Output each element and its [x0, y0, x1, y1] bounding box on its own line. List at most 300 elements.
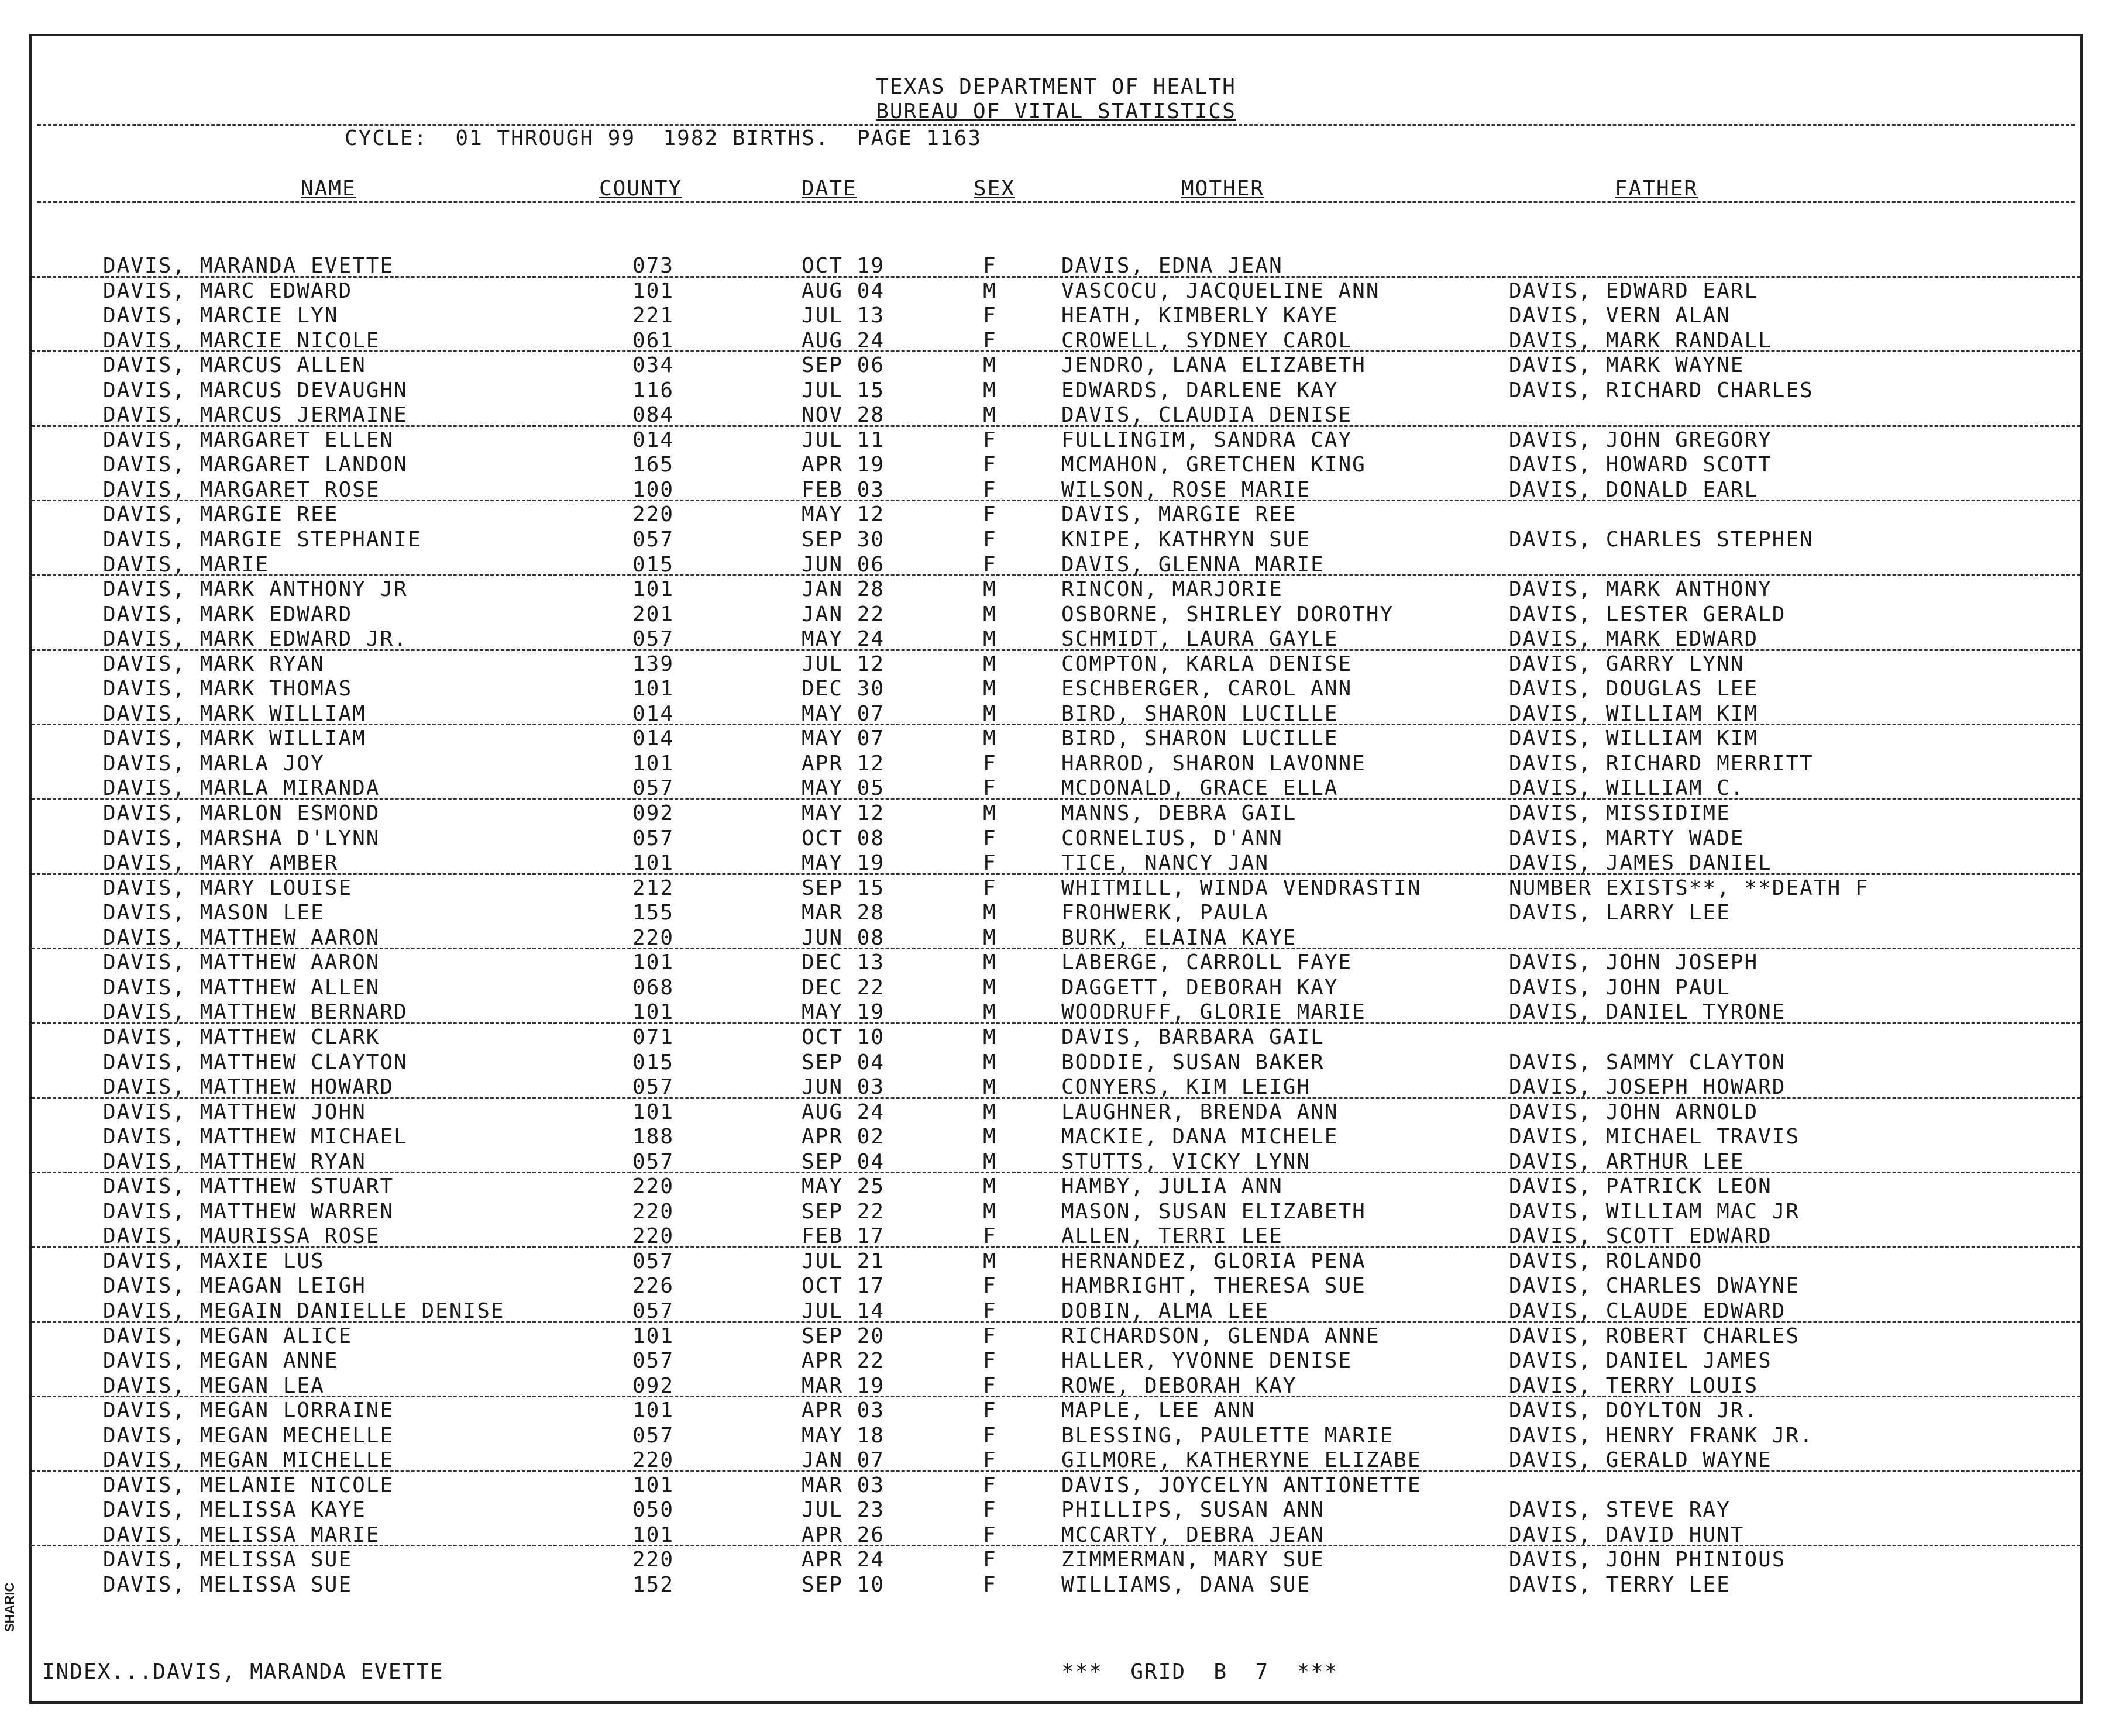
- record-sex: M: [983, 677, 997, 701]
- record-name: DAVIS, MATTHEW MICHAEL: [103, 1125, 408, 1149]
- record-sex: F: [983, 826, 997, 850]
- record-name: DAVIS, MARK RYAN: [103, 652, 325, 676]
- record-sex: F: [983, 1349, 997, 1373]
- record-row: [32, 452, 2080, 477]
- record-father: DAVIS, WILLIAM KIM: [1509, 701, 1759, 726]
- record-date: MAY 18: [802, 1423, 885, 1448]
- record-date: JUL 13: [802, 304, 885, 328]
- record-date: FEB 03: [802, 477, 885, 502]
- record-name: DAVIS, MATTHEW RYAN: [103, 1149, 366, 1174]
- record-date: MAY 19: [802, 1000, 885, 1025]
- record-county: 188: [632, 1125, 675, 1149]
- record-county: 101: [632, 1399, 675, 1423]
- record-sex: M: [983, 726, 997, 751]
- record-mother: HARROD, SHARON LAVONNE: [1061, 751, 1366, 776]
- record-date: JUL 23: [802, 1498, 885, 1523]
- record-sex: M: [983, 1050, 997, 1074]
- record-row: [32, 725, 2080, 750]
- record-sex: M: [983, 975, 997, 1000]
- record-sex: M: [983, 1249, 997, 1273]
- record-date: JAN 28: [802, 577, 885, 602]
- record-father: DAVIS, RICHARD CHARLES: [1509, 378, 1814, 402]
- record-name: DAVIS, MATTHEW JOHN: [103, 1100, 366, 1124]
- record-date: FEB 17: [802, 1224, 885, 1249]
- record-name: DAVIS, MARCIE LYN: [103, 304, 339, 328]
- record-sex: M: [983, 1149, 997, 1174]
- record-father: DAVIS, WILLIAM C.: [1509, 776, 1745, 801]
- record-mother: HEATH, KIMBERLY KAYE: [1061, 304, 1339, 328]
- record-date: SEP 04: [802, 1050, 885, 1074]
- record-date: JUN 03: [802, 1075, 885, 1100]
- record-county: 015: [632, 1050, 675, 1074]
- record-county: 220: [632, 1199, 675, 1224]
- document-page: [29, 34, 2083, 1704]
- record-name: DAVIS, MATTHEW STUART: [103, 1174, 394, 1199]
- record-mother: BIRD, SHARON LUCILLE: [1061, 726, 1339, 751]
- record-father: DAVIS, MARK EDWARD: [1509, 627, 1759, 652]
- record-date: APR 02: [802, 1125, 885, 1149]
- record-mother: BLESSING, PAULETTE MARIE: [1061, 1423, 1394, 1448]
- record-county: 015: [632, 552, 675, 577]
- record-date: DEC 22: [802, 975, 885, 1000]
- record-father: DAVIS, MARTY WADE: [1509, 826, 1745, 850]
- record-date: MAR 19: [802, 1373, 885, 1398]
- record-mother: WILSON, ROSE MARIE: [1061, 477, 1311, 502]
- record-row: [32, 925, 2080, 950]
- record-sex: M: [983, 577, 997, 602]
- record-county: 057: [632, 1349, 675, 1373]
- record-mother: DAVIS, GLENNA MARIE: [1061, 552, 1325, 577]
- record-sex: M: [983, 1199, 997, 1224]
- record-mother: FULLINGIM, SANDRA CAY: [1061, 428, 1353, 452]
- record-sex: M: [983, 278, 997, 303]
- record-county: 068: [632, 975, 675, 1000]
- record-name: DAVIS, MATTHEW BERNARD: [103, 1000, 408, 1025]
- record-county: 220: [632, 925, 675, 950]
- header-divider: [37, 124, 2075, 126]
- record-county: 050: [632, 1498, 675, 1523]
- record-county: 101: [632, 1100, 675, 1124]
- record-mother: ZIMMERMAN, MARY SUE: [1061, 1548, 1325, 1572]
- record-name: DAVIS, MARK ANTHONY JR: [103, 577, 408, 602]
- record-sex: M: [983, 627, 997, 652]
- record-mother: MASON, SUSAN ELIZABETH: [1061, 1199, 1366, 1224]
- record-father: DAVIS, DAVID HUNT: [1509, 1523, 1745, 1547]
- record-county: 220: [632, 502, 675, 527]
- record-mother: WHITMILL, WINDA VENDRASTIN: [1061, 876, 1422, 900]
- record-mother: WOODRUFF, GLORIE MARIE: [1061, 1000, 1366, 1025]
- record-sex: M: [983, 950, 997, 975]
- record-sex: M: [983, 801, 997, 826]
- record-name: DAVIS, MARK WILLIAM: [103, 701, 366, 726]
- record-date: OCT 19: [802, 254, 885, 278]
- record-county: 101: [632, 577, 675, 602]
- record-county: 071: [632, 1025, 675, 1049]
- record-father: DAVIS, HOWARD SCOTT: [1509, 453, 1772, 477]
- record-father: DAVIS, JOHN PHINIOUS: [1509, 1548, 1786, 1572]
- record-row: [32, 900, 2080, 925]
- record-sex: M: [983, 701, 997, 726]
- record-row: [32, 1298, 2080, 1323]
- record-row: [32, 278, 2080, 303]
- record-mother: SCHMIDT, LAURA GAYLE: [1061, 627, 1339, 652]
- record-name: DAVIS, MARK THOMAS: [103, 677, 353, 701]
- record-row: [32, 775, 2080, 800]
- record-county: 101: [632, 677, 675, 701]
- record-sex: M: [983, 925, 997, 950]
- record-date: APR 03: [802, 1399, 885, 1423]
- record-father: DAVIS, LARRY LEE: [1509, 901, 1731, 925]
- record-sex: F: [983, 751, 997, 776]
- record-father: DAVIS, CHARLES DWAYNE: [1509, 1274, 1800, 1298]
- record-date: SEP 06: [802, 353, 885, 378]
- record-county: 061: [632, 328, 675, 353]
- record-row: [32, 601, 2080, 626]
- record-name: DAVIS, MARLA MIRANDA: [103, 776, 380, 801]
- record-row: [32, 1397, 2080, 1422]
- record-name: DAVIS, MATTHEW ALLEN: [103, 975, 380, 1000]
- record-mother: FROHWERK, PAULA: [1061, 901, 1270, 925]
- record-date: MAY 12: [802, 502, 885, 527]
- record-row: [32, 402, 2080, 427]
- record-county: 212: [632, 876, 675, 900]
- record-name: DAVIS, MARCUS ALLEN: [103, 353, 366, 378]
- record-name: DAVIS, MAXIE LUS: [103, 1249, 325, 1273]
- record-name: DAVIS, MATTHEW AARON: [103, 925, 380, 950]
- record-mother: MCMAHON, GRETCHEN KING: [1061, 453, 1366, 477]
- record-date: AUG 24: [802, 328, 885, 353]
- record-name: DAVIS, MARGARET LANDON: [103, 453, 408, 477]
- record-mother: KNIPE, KATHRYN SUE: [1061, 528, 1311, 552]
- record-county: 220: [632, 1448, 675, 1473]
- record-sex: M: [983, 1100, 997, 1124]
- record-row: [32, 825, 2080, 850]
- record-row: [32, 701, 2080, 726]
- record-mother: DAVIS, EDNA JEAN: [1061, 254, 1283, 278]
- record-name: DAVIS, MATTHEW WARREN: [103, 1199, 394, 1224]
- record-row: [32, 1099, 2080, 1124]
- record-date: AUG 04: [802, 278, 885, 303]
- record-mother: MAPLE, LEE ANN: [1061, 1399, 1256, 1423]
- record-mother: LAUGHNER, BRENDA ANN: [1061, 1100, 1339, 1124]
- record-row: [32, 974, 2080, 1000]
- record-sex: M: [983, 1125, 997, 1149]
- record-county: 092: [632, 801, 675, 826]
- record-father: DAVIS, DANIEL JAMES: [1509, 1349, 1772, 1373]
- record-mother: CORNELIUS, D'ANN: [1061, 826, 1283, 850]
- record-name: DAVIS, MELISSA SUE: [103, 1548, 353, 1572]
- record-name: DAVIS, MARK EDWARD: [103, 602, 353, 626]
- record-mother: ESCHBERGER, CAROL ANN: [1061, 677, 1353, 701]
- record-date: DEC 30: [802, 677, 885, 701]
- record-county: 155: [632, 901, 675, 925]
- record-father: DAVIS, JAMES DANIEL: [1509, 851, 1772, 876]
- record-date: MAY 05: [802, 776, 885, 801]
- record-sex: F: [983, 428, 997, 452]
- record-sex: M: [983, 1025, 997, 1049]
- record-row: [32, 1173, 2080, 1198]
- record-row: [32, 1546, 2080, 1572]
- record-county: 101: [632, 1324, 675, 1348]
- record-date: DEC 13: [802, 950, 885, 975]
- record-name: DAVIS, MEGAN MICHELLE: [103, 1448, 394, 1473]
- record-mother: RICHARDSON, GLENDA ANNE: [1061, 1324, 1380, 1348]
- record-father: DAVIS, CHARLES STEPHEN: [1509, 528, 1814, 552]
- record-name: DAVIS, MEAGAN LEIGH: [103, 1274, 366, 1298]
- column-header-name: NAME: [301, 177, 356, 201]
- record-mother: EDWARDS, DARLENE KAY: [1061, 378, 1339, 402]
- record-row: [32, 1149, 2080, 1174]
- record-sex: M: [983, 353, 997, 378]
- record-mother: DAGGETT, DEBORAH KAY: [1061, 975, 1339, 1000]
- record-sex: M: [983, 652, 997, 676]
- record-row: [32, 1248, 2080, 1273]
- record-row: [32, 1223, 2080, 1248]
- record-father: DAVIS, VERN ALAN: [1509, 304, 1731, 328]
- record-sex: F: [983, 304, 997, 328]
- record-county: 101: [632, 1000, 675, 1025]
- record-mother: BURK, ELAINA KAYE: [1061, 925, 1297, 950]
- record-county: 201: [632, 602, 675, 626]
- record-name: DAVIS, MARCIE NICOLE: [103, 328, 380, 353]
- record-father: DAVIS, JOHN ARNOLD: [1509, 1100, 1759, 1124]
- record-mother: JENDRO, LANA ELIZABETH: [1061, 353, 1366, 378]
- record-father: DAVIS, JOHN PAUL: [1509, 975, 1731, 1000]
- record-sex: M: [983, 1075, 997, 1100]
- record-row: [32, 1323, 2080, 1348]
- record-sex: F: [983, 1399, 997, 1423]
- record-name: DAVIS, MARGIE REE: [103, 502, 339, 527]
- record-date: SEP 30: [802, 528, 885, 552]
- record-name: DAVIS, MARY LOUISE: [103, 876, 353, 900]
- record-name: DAVIS, MARANDA EVETTE: [103, 254, 394, 278]
- record-date: APR 12: [802, 751, 885, 776]
- record-county: 165: [632, 453, 675, 477]
- record-father: DAVIS, MISSIDIME: [1509, 801, 1731, 826]
- record-sex: F: [983, 1523, 997, 1547]
- record-county: 152: [632, 1572, 675, 1597]
- record-sex: M: [983, 1174, 997, 1199]
- record-mother: VASCOCU, JACQUELINE ANN: [1061, 278, 1380, 303]
- record-mother: BODDIE, SUSAN BAKER: [1061, 1050, 1325, 1074]
- record-county: 101: [632, 278, 675, 303]
- record-name: DAVIS, MARGARET ELLEN: [103, 428, 394, 452]
- record-date: OCT 17: [802, 1274, 885, 1298]
- record-father: DAVIS, DOUGLAS LEE: [1509, 677, 1759, 701]
- record-sex: M: [983, 1000, 997, 1025]
- record-sex: F: [983, 1448, 997, 1473]
- record-sex: F: [983, 876, 997, 900]
- record-county: 057: [632, 1423, 675, 1448]
- record-mother: HAMBY, JULIA ANN: [1061, 1174, 1283, 1199]
- record-father: DAVIS, GARRY LYNN: [1509, 652, 1745, 676]
- record-row: [32, 676, 2080, 701]
- record-row: [32, 1373, 2080, 1398]
- record-mother: BIRD, SHARON LUCILLE: [1061, 701, 1339, 726]
- record-sex: F: [983, 1224, 997, 1249]
- record-father: DAVIS, EDWARD EARL: [1509, 278, 1759, 303]
- record-name: DAVIS, MEGAN MECHELLE: [103, 1423, 394, 1448]
- record-mother: MCCARTY, DEBRA JEAN: [1061, 1523, 1325, 1547]
- record-father: DAVIS, MARK RANDALL: [1509, 328, 1772, 353]
- record-father: DAVIS, SAMMY CLAYTON: [1509, 1050, 1786, 1074]
- bureau-title: BUREAU OF VITAL STATISTICS: [876, 99, 1236, 123]
- record-sex: F: [983, 1324, 997, 1348]
- record-mother: DOBIN, ALMA LEE: [1061, 1298, 1270, 1323]
- record-date: OCT 08: [802, 826, 885, 850]
- record-mother: MCDONALD, GRACE ELLA: [1061, 776, 1339, 801]
- record-row: [32, 651, 2080, 676]
- record-row: [32, 1074, 2080, 1099]
- record-name: DAVIS, MAURISSA ROSE: [103, 1224, 380, 1249]
- record-row: [32, 302, 2080, 328]
- record-date: JAN 07: [802, 1448, 885, 1473]
- record-date: MAY 25: [802, 1174, 885, 1199]
- record-father: DAVIS, WILLIAM KIM: [1509, 726, 1759, 751]
- record-county: 139: [632, 652, 675, 676]
- record-name: DAVIS, MARGIE STEPHANIE: [103, 528, 422, 552]
- record-row: [32, 1273, 2080, 1298]
- column-header-father: FATHER: [1615, 177, 1698, 201]
- record-sex: F: [983, 254, 997, 278]
- department-title: TEXAS DEPARTMENT OF HEALTH: [876, 75, 1236, 99]
- record-county: 101: [632, 851, 675, 876]
- record-name: DAVIS, MELISSA MARIE: [103, 1523, 380, 1547]
- record-row: [32, 1497, 2080, 1522]
- record-row: [32, 1198, 2080, 1224]
- record-name: DAVIS, MELISSA KAYE: [103, 1498, 366, 1523]
- record-county: 116: [632, 378, 675, 402]
- record-name: DAVIS, MARLON ESMOND: [103, 801, 380, 826]
- record-name: DAVIS, MARIE: [103, 552, 270, 577]
- record-sex: F: [983, 1373, 997, 1398]
- record-sex: F: [983, 776, 997, 801]
- record-row: [32, 850, 2080, 875]
- record-county: 221: [632, 304, 675, 328]
- record-row: [32, 1472, 2080, 1497]
- side-label: SHARIC: [2, 1582, 17, 1632]
- record-county: 073: [632, 254, 675, 278]
- record-date: SEP 22: [802, 1199, 885, 1224]
- record-father: DAVIS, PATRICK LEON: [1509, 1174, 1772, 1199]
- record-date: NOV 28: [802, 403, 885, 428]
- record-father: DAVIS, MARK WAYNE: [1509, 353, 1745, 378]
- record-county: 092: [632, 1373, 675, 1398]
- record-sex: F: [983, 502, 997, 527]
- record-row: [32, 1348, 2080, 1373]
- record-mother: MANNS, DEBRA GAIL: [1061, 801, 1297, 826]
- record-father: NUMBER EXISTS**, **DEATH F: [1509, 876, 1869, 900]
- record-row: [32, 1422, 2080, 1448]
- record-county: 100: [632, 477, 675, 502]
- record-name: DAVIS, MATTHEW HOWARD: [103, 1075, 394, 1100]
- record-sex: F: [983, 328, 997, 353]
- record-mother: DAVIS, CLAUDIA DENISE: [1061, 403, 1353, 428]
- record-mother: COMPTON, KARLA DENISE: [1061, 652, 1353, 676]
- record-mother: TICE, NANCY JAN: [1061, 851, 1270, 876]
- record-row: [32, 328, 2080, 353]
- record-date: OCT 10: [802, 1025, 885, 1049]
- record-county: 057: [632, 776, 675, 801]
- record-county: 034: [632, 353, 675, 378]
- record-row: [32, 875, 2080, 900]
- record-row: [32, 576, 2080, 601]
- record-date: MAY 07: [802, 726, 885, 751]
- record-county: 226: [632, 1274, 675, 1298]
- record-name: DAVIS, MARK EDWARD JR.: [103, 627, 408, 652]
- record-mother: PHILLIPS, SUSAN ANN: [1061, 1498, 1325, 1523]
- record-father: DAVIS, WILLIAM MAC JR: [1509, 1199, 1800, 1224]
- record-row: [32, 253, 2080, 278]
- record-row: [32, 377, 2080, 402]
- record-date: MAY 07: [802, 701, 885, 726]
- record-date: JUN 08: [802, 925, 885, 950]
- record-row: [32, 999, 2080, 1024]
- column-header-sex: SEX: [974, 177, 1016, 201]
- record-mother: CONYERS, KIM LEIGH: [1061, 1075, 1311, 1100]
- record-sex: F: [983, 1298, 997, 1323]
- column-header-divider: [37, 201, 2075, 203]
- record-mother: RINCON, MARJORIE: [1061, 577, 1283, 602]
- record-father: DAVIS, JOHN JOSEPH: [1509, 950, 1759, 975]
- record-date: MAR 28: [802, 901, 885, 925]
- record-date: MAY 12: [802, 801, 885, 826]
- record-father: DAVIS, JOHN GREGORY: [1509, 428, 1772, 452]
- record-mother: LABERGE, CARROLL FAYE: [1061, 950, 1353, 975]
- record-row: [32, 949, 2080, 974]
- record-date: JUL 14: [802, 1298, 885, 1323]
- record-county: 057: [632, 528, 675, 552]
- record-date: JUL 21: [802, 1249, 885, 1273]
- record-county: 057: [632, 1249, 675, 1273]
- record-name: DAVIS, MARGARET ROSE: [103, 477, 380, 502]
- record-date: SEP 15: [802, 876, 885, 900]
- record-name: DAVIS, MARCUS JERMAINE: [103, 403, 408, 428]
- record-father: DAVIS, ROLANDO: [1509, 1249, 1703, 1273]
- record-county: 014: [632, 428, 675, 452]
- record-date: SEP 20: [802, 1324, 885, 1348]
- record-sex: F: [983, 1548, 997, 1572]
- cycle-info: CYCLE: 01 THROUGH 99 1982 BIRTHS. PAGE 1163: [345, 126, 982, 150]
- record-row: [32, 1572, 2080, 1597]
- record-father: DAVIS, HENRY FRANK JR.: [1509, 1423, 1814, 1448]
- record-county: 057: [632, 1298, 675, 1323]
- record-name: DAVIS, MATTHEW CLARK: [103, 1025, 380, 1049]
- record-row: [32, 800, 2080, 825]
- record-name: DAVIS, MEGAN LEA: [103, 1373, 325, 1398]
- record-sex: M: [983, 602, 997, 626]
- record-county: 220: [632, 1548, 675, 1572]
- record-name: DAVIS, MELISSA SUE: [103, 1572, 353, 1597]
- record-name: DAVIS, MELANIE NICOLE: [103, 1473, 394, 1497]
- record-date: MAY 24: [802, 627, 885, 652]
- record-date: SEP 04: [802, 1149, 885, 1174]
- record-name: DAVIS, MARK WILLIAM: [103, 726, 366, 751]
- record-sex: F: [983, 1274, 997, 1298]
- record-date: MAR 03: [802, 1473, 885, 1497]
- record-date: JUL 11: [802, 428, 885, 452]
- record-county: 014: [632, 726, 675, 751]
- record-mother: HERNANDEZ, GLORIA PENA: [1061, 1249, 1366, 1273]
- footer-index: INDEX...DAVIS, MARANDA EVETTE: [42, 1660, 444, 1684]
- record-county: 057: [632, 1075, 675, 1100]
- record-row: [32, 750, 2080, 776]
- record-father: DAVIS, JOSEPH HOWARD: [1509, 1075, 1786, 1100]
- record-row: [32, 626, 2080, 651]
- column-header-county: COUNTY: [599, 177, 683, 201]
- record-name: DAVIS, MEGAN ANNE: [103, 1349, 339, 1373]
- record-mother: DAVIS, JOYCELYN ANTIONETTE: [1061, 1473, 1422, 1497]
